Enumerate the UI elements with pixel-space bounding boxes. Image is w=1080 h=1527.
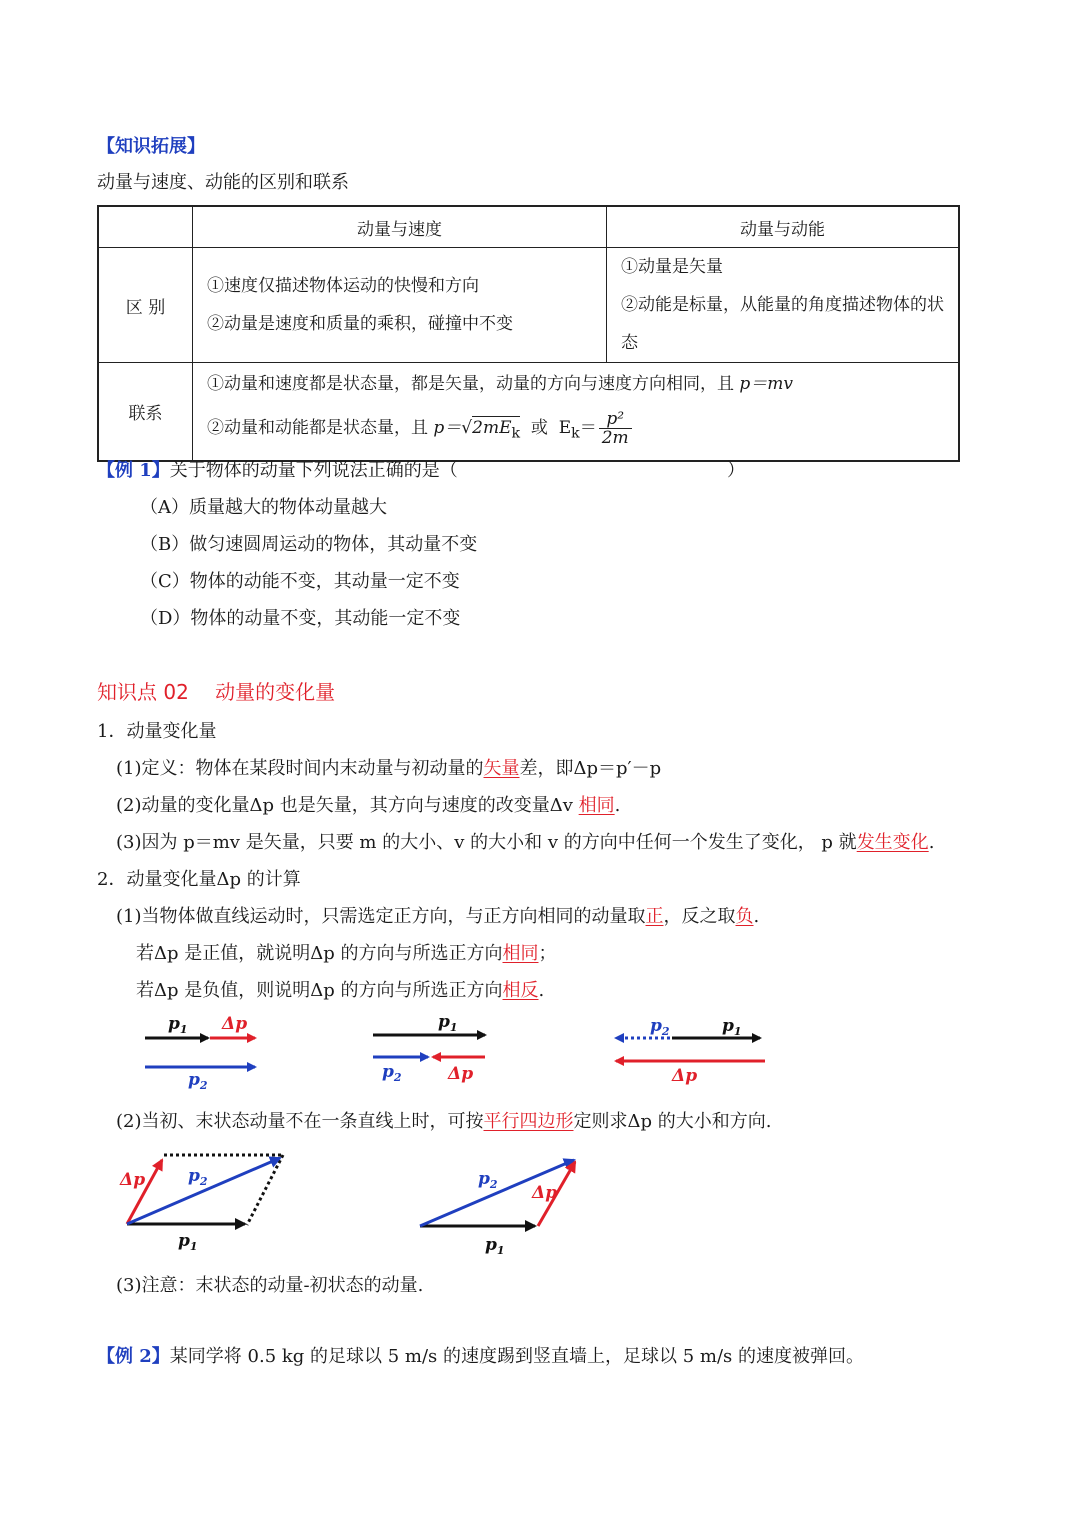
positive-line: 若Δp 是正值，就说明Δp 的方向与所选正方向相同； [136,943,557,964]
label-p2: $p_2$ [188,1070,208,1090]
vector-triangle-diagrams [0,1140,1080,1260]
definition-line: (1)定义：物体在某段时间内末动量与初动量的矢量差，即Δp＝p′－p [116,758,662,779]
example2-tag: 【例 2】 [97,1346,170,1367]
knowledge-subtitle: 动量与速度、动能的区别和联系 [97,172,349,193]
diagram-3 [616,1016,765,1086]
item2-heading: 2．动量变化量Δp 的计算 [97,869,301,890]
label-p1: $p_1$ [178,1231,198,1253]
table-header-momentum-energy: 动量与动能 [607,206,960,248]
calc-line-2: (2)当初、末状态动量不在一条直线上时，可按平行四边形定则求Δp 的大小和方向. [116,1111,772,1132]
calc-line-3: (3)注意：末状态的动量-初状态的动量. [116,1275,424,1296]
example1-question: 【例 1】关于物体的动量下列说法正确的是（ [97,460,458,481]
section-title: 知识点 02 动量的变化量 [97,680,336,704]
line-2: (2)动量的变化量Δp 也是矢量，其方向与速度的改变量Δv 相同. [116,795,621,816]
straight-line-diagrams [0,1005,1080,1090]
cell-text: ①动量是矢量 [621,257,723,277]
label-dp: Δp [672,1066,698,1086]
line-3: (3)因为 p＝mv 是矢量，只要 m 的大小、v 的大小和 v 的方向中任何一个发生了变化， p 就发生变化. [116,832,935,853]
diagram-2 [373,1012,485,1084]
cell-text: ②动量是速度和质量的乘积，碰撞中不变 [207,314,513,334]
label-p2: $p_2$ [188,1166,208,1188]
calc-line-1: (1)当物体做直线运动时，只需选定正方向，与正方向相同的动量取正，反之取负. [116,906,760,927]
table-cell [193,248,607,363]
option-d: （D）物体的动量不变，其动能一定不变 [140,608,461,629]
label-dp: Δp [222,1014,248,1034]
cell-text: ①速度仅描述物体运动的快慢和方向 [207,276,479,296]
label-p1: $p_1$ [168,1014,188,1036]
table-corner [98,206,193,248]
label-dp: Δp [448,1064,474,1084]
row-label-relation: 联系 [98,363,193,461]
diagram-1 [145,1014,255,1090]
label-p1: $p_1$ [438,1012,458,1034]
option-a: （A）质量越大的物体动量越大 [140,497,387,518]
label-p1: $p_1$ [722,1016,742,1038]
cell-formula: ②动量和动能都是状态量，且 $p=√2mE_k$ 或 $E_k=$ $\frac{\text{p²}}{2m}$ [207,403,944,458]
label-p2: $p_2$ [650,1016,670,1038]
table-header-momentum-velocity: 动量与速度 [193,206,607,248]
example1-close: ） [727,460,745,481]
label-p2: $p_2$ [478,1169,498,1191]
table-cell [607,248,960,363]
example2: 【例 2】某同学将 0.5 kg 的足球以 5 m/s 的速度踢到竖直墙上，足球以 5 m/s 的速度被弹回。 [97,1346,864,1367]
option-c: （C）物体的动能不变，其动量一定不变 [140,571,460,592]
label-dp: Δp [532,1183,558,1203]
knowledge-tag: 【知识拓展】 [97,136,205,157]
item1-heading: 1．动量变化量 [97,721,217,742]
label-p2: $p_2$ [382,1062,402,1084]
p2-arrow [127,1158,280,1224]
row-label-difference: 区 别 [98,248,193,363]
comparison-table [97,205,960,462]
negative-line: 若Δp 是负值，则说明Δp 的方向与所选正方向相反. [136,980,545,1001]
label-p1: $p_1$ [485,1235,505,1257]
cell-text: ①动量和速度都是状态量，都是矢量，动量的方向与速度方向相同，且 p＝mv [207,373,794,394]
option-b: （B）做匀速圆周运动的物体，其动量不变 [140,534,478,555]
table-cell [193,363,960,461]
cell-text: ②动能是标量，从能量的角度描述物体的状态 [621,295,944,353]
triangle-diagram [420,1160,575,1257]
label-dp: Δp [120,1170,146,1190]
parallelogram-diagram [119,1155,283,1253]
example1-tag: 【例 1】 [97,460,170,481]
